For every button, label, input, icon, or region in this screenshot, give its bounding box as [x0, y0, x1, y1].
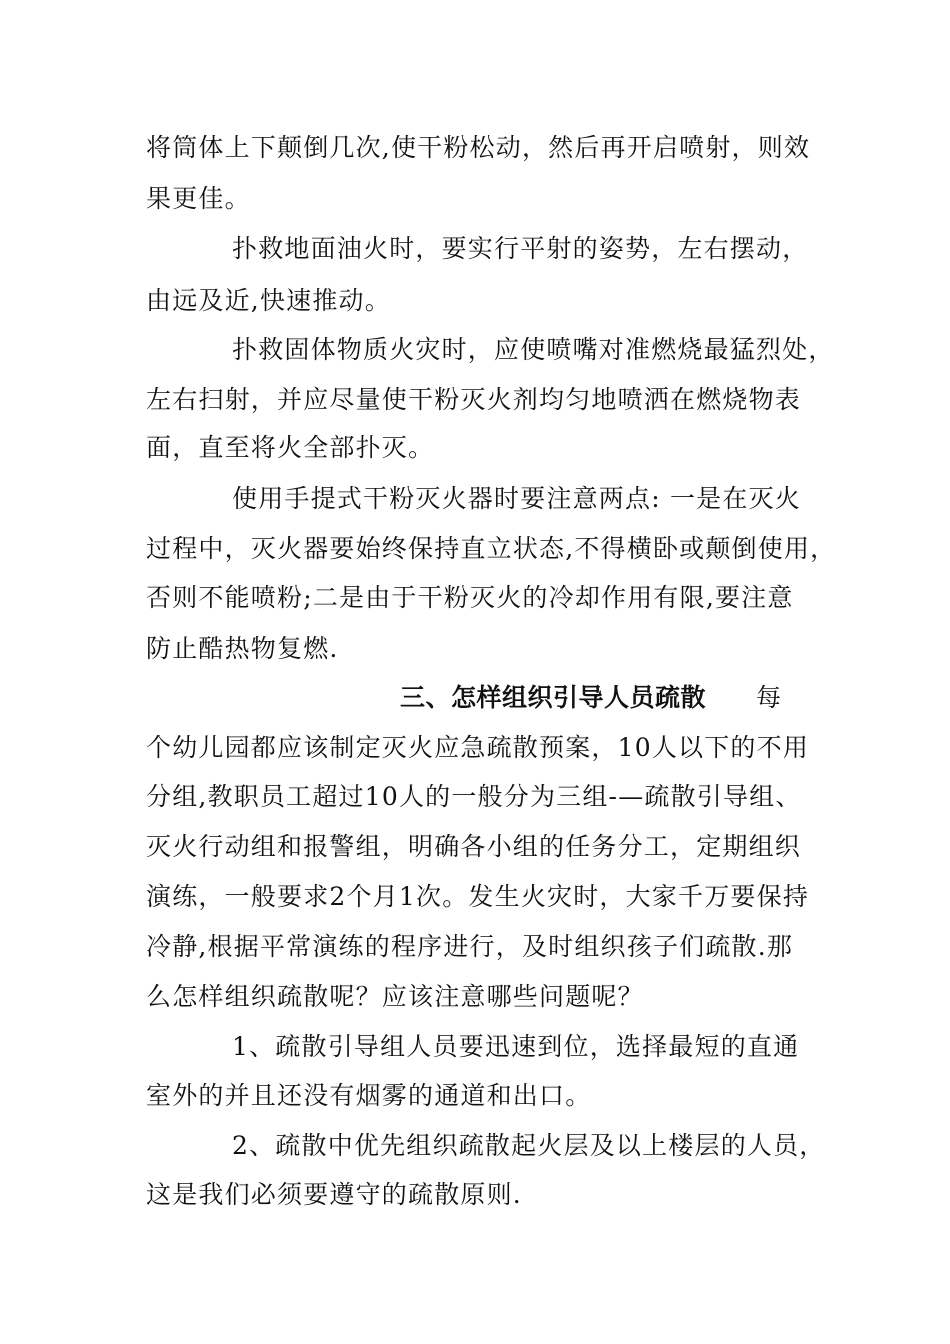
section-heading: 三、怎样组织引导人员疏散	[400, 683, 707, 712]
section-line-6: 么怎样组织疏散呢？应该注意哪些问题呢？	[146, 982, 644, 1011]
item-2-line-1: 2、疏散中优先组织疏散起火层及以上楼层的人员，	[232, 1131, 826, 1160]
paragraph-4-line-4: 防止酷热物复燃.	[146, 634, 339, 663]
paragraph-4-line-1: 使用手提式干粉灭火器时要注意两点: 一是在灭火	[232, 484, 801, 513]
paragraph-2-line-2: 由远及近,快速推动。	[146, 286, 391, 315]
section-first-word: 每	[756, 683, 783, 712]
paragraph-4-line-3: 否则不能喷粉;二是由于干粉灭火的冷却作用有限,要注意	[146, 583, 794, 612]
paragraph-3-line-2: 左右扫射，并应尽量使干粉灭火剂均匀地喷洒在燃烧物表	[146, 385, 802, 414]
section-line-5: 冷静,根据平常演练的程序进行，及时组织孩子们疏散.那	[146, 932, 794, 961]
section-line-3: 灭火行动组和报警组，明确各小组的任务分工，定期组织	[146, 832, 802, 861]
section-line-2: 分组,教职员工超过10人的一般分为三组-—疏散引导组、	[146, 782, 802, 811]
item-1-line-1: 1、疏散引导组人员要迅速到位，选择最短的直通	[232, 1032, 800, 1061]
paragraph-4-line-2: 过程中，灭火器要始终保持直立状态,不得横卧或颠倒使用，	[146, 534, 837, 563]
section-line-4: 演练，一般要求2个月1次。发生火灾时，大家千万要保持	[146, 882, 810, 911]
section-line-1: 个幼儿园都应该制定灭火应急疏散预案，10人以下的不用	[146, 733, 810, 762]
paragraph-1-line-1: 将筒体上下颠倒几次,使干粉松动，然后再开启喷射，则效	[146, 133, 811, 162]
paragraph-3-line-3: 面，直至将火全部扑灭。	[146, 433, 435, 462]
item-2-line-2: 这是我们必须要遵守的疏散原则.	[146, 1180, 522, 1209]
paragraph-1-line-2: 果更佳。	[146, 184, 251, 213]
paragraph-2-line-1: 扑救地面油火时，要实行平射的姿势，左右摆动，	[232, 234, 809, 263]
paragraph-3-line-1: 扑救固体物质火灾时，应使喷嘴对准燃烧最猛烈处，	[232, 335, 835, 364]
item-1-line-2: 室外的并且还没有烟雾的通道和出口。	[146, 1081, 592, 1110]
